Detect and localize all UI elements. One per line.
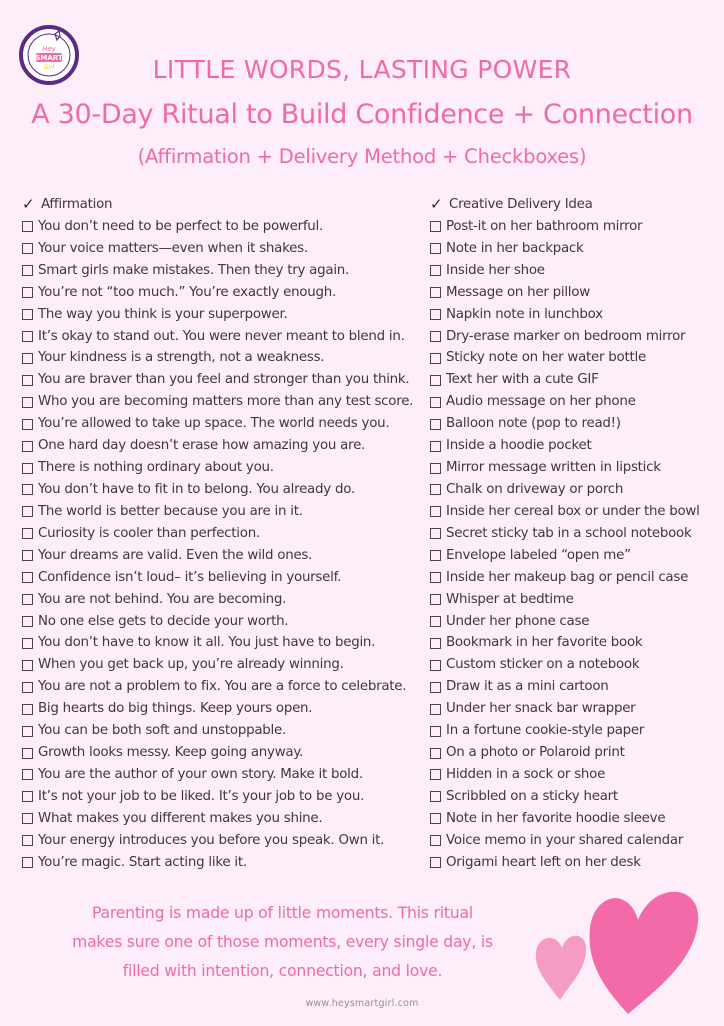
affirmation-item xyxy=(22,216,422,238)
delivery-item xyxy=(430,304,720,326)
checkbox[interactable] xyxy=(22,791,33,802)
delivery-item-text: Mirror message written in lipstick xyxy=(446,460,661,476)
affirmation-item-text: The way you think is your superpower. xyxy=(38,306,288,322)
delivery-item xyxy=(430,830,720,852)
delivery-item-text: Inside her cereal box or under the bowl xyxy=(446,503,700,519)
delivery-item-text: Custom sticker on a notebook xyxy=(446,657,640,673)
checkbox[interactable] xyxy=(430,375,441,386)
affirmation-heading-label: Affirmation xyxy=(41,197,113,212)
checkbox[interactable] xyxy=(22,331,33,342)
page-subtitle: A 30-Day Ritual to Build Confidence + Connection xyxy=(31,99,693,130)
checkbox[interactable] xyxy=(22,748,33,759)
logo-text-smart: SMART xyxy=(35,54,63,62)
delivery-item-text: Inside her makeup bag or pencil case xyxy=(446,569,689,585)
delivery-heading-label: Creative Delivery Idea xyxy=(449,197,593,212)
checkbox[interactable] xyxy=(430,528,441,539)
affirmation-item xyxy=(22,654,422,676)
checkbox[interactable] xyxy=(430,243,441,254)
delivery-item xyxy=(430,567,720,589)
delivery-item-text: Napkin note in lunchbox xyxy=(446,306,603,322)
checkbox[interactable] xyxy=(22,484,33,495)
delivery-item xyxy=(430,589,720,611)
checkbox[interactable] xyxy=(22,594,33,605)
delivery-list xyxy=(430,216,720,874)
affirmation-item-text: What makes you different makes you shine. xyxy=(38,810,323,826)
delivery-item-text: Scribbled on a sticky heart xyxy=(446,788,618,804)
delivery-item xyxy=(430,764,720,786)
checkbox[interactable] xyxy=(430,616,441,627)
checkbox[interactable] xyxy=(430,287,441,298)
checkbox[interactable] xyxy=(430,221,441,232)
affirmation-item-text: One hard day doesn’t erase how amazing you are. xyxy=(38,438,366,454)
affirmation-item-text: Your kindness is a strength, not a weakness. xyxy=(38,350,325,366)
delivery-item-text: Origami heart left on her desk xyxy=(446,854,641,870)
delivery-item xyxy=(430,435,720,457)
affirmation-item xyxy=(22,632,422,654)
affirmation-item xyxy=(22,523,422,545)
closing-line-2: makes sure one of those moments, every single day, is xyxy=(72,933,493,951)
affirmation-item-text: Who you are becoming matters more than any test score. xyxy=(38,394,414,410)
delivery-item-text: Draw it as a mini cartoon xyxy=(446,679,609,695)
affirmation-item-text: You don’t have to know it all. You just have to begin. xyxy=(38,635,376,651)
large-heart-icon xyxy=(589,892,698,1014)
checkmark-icon: ✓ xyxy=(22,195,35,213)
affirmation-item xyxy=(22,589,422,611)
checkbox[interactable] xyxy=(430,397,441,408)
affirmation-item xyxy=(22,742,422,764)
delivery-item xyxy=(430,852,720,874)
checkbox[interactable] xyxy=(430,265,441,276)
affirmation-item-text: You are not a problem to fix. You are a force to celebrate. xyxy=(38,679,407,695)
checkbox[interactable] xyxy=(430,550,441,561)
delivery-item xyxy=(430,742,720,764)
delivery-item-text: Chalk on driveway or porch xyxy=(446,481,624,497)
affirmation-item-text: You’re allowed to take up space. The world needs you. xyxy=(38,416,390,432)
affirmation-item xyxy=(22,326,422,348)
checkbox[interactable] xyxy=(22,221,33,232)
affirmation-item xyxy=(22,457,422,479)
footer-url: www.heysmartgirl.com xyxy=(305,998,419,1009)
checkbox[interactable] xyxy=(22,769,33,780)
checkbox[interactable] xyxy=(22,704,33,715)
delivery-item xyxy=(430,479,720,501)
affirmation-list xyxy=(22,216,422,874)
checkbox[interactable] xyxy=(430,309,441,320)
checkbox[interactable] xyxy=(22,660,33,671)
delivery-heading xyxy=(430,194,720,216)
checkbox[interactable] xyxy=(430,769,441,780)
affirmation-item xyxy=(22,567,422,589)
delivery-item xyxy=(430,326,720,348)
delivery-item-text: In a fortune cookie-style paper xyxy=(446,723,645,739)
checkbox[interactable] xyxy=(430,748,441,759)
delivery-item xyxy=(430,786,720,808)
delivery-item-text: Under her snack bar wrapper xyxy=(446,701,636,717)
page-title: LITTLE WORDS, LASTING POWER xyxy=(152,55,572,84)
delivery-item-text: Note in her favorite hoodie sleeve xyxy=(446,810,666,826)
affirmation-item-text: You’re magic. Start acting like it. xyxy=(38,854,247,870)
delivery-item xyxy=(430,347,720,369)
affirmation-item xyxy=(22,304,422,326)
affirmation-item xyxy=(22,676,422,698)
delivery-item-text: Bookmark in her favorite book xyxy=(446,635,643,651)
affirmation-item-text: Curiosity is cooler than perfection. xyxy=(38,525,260,541)
checkbox[interactable] xyxy=(22,638,33,649)
checkbox[interactable] xyxy=(430,835,441,846)
delivery-item-text: Secret sticky tab in a school notebook xyxy=(446,525,692,541)
affirmation-item xyxy=(22,830,422,852)
affirmation-item-text: It’s okay to stand out. You were never meant to blend in. xyxy=(38,328,405,344)
checkbox[interactable] xyxy=(22,309,33,320)
delivery-item-text: Inside a hoodie pocket xyxy=(446,438,592,454)
delivery-item-text: Envelope labeled “open me” xyxy=(446,547,631,563)
delivery-item xyxy=(430,457,720,479)
checkbox[interactable] xyxy=(430,441,441,452)
delivery-item-text: Note in her backpack xyxy=(446,240,584,256)
checkbox[interactable] xyxy=(22,528,33,539)
delivery-item xyxy=(430,523,720,545)
affirmation-item xyxy=(22,611,422,633)
affirmation-item-text: Smart girls make mistakes. Then they try again. xyxy=(38,262,350,278)
delivery-item-text: Sticky note on her water bottle xyxy=(446,350,646,366)
affirmation-item-text: You are braver than you feel and stronger than you think. xyxy=(38,372,410,388)
affirmation-item xyxy=(22,808,422,830)
checkbox[interactable] xyxy=(22,506,33,517)
affirmation-item-text: Confidence isn’t loud– it’s believing in yourself. xyxy=(38,569,342,585)
affirmation-item-text: Big hearts do big things. Keep yours open. xyxy=(38,701,313,717)
checkbox[interactable] xyxy=(22,682,33,693)
affirmation-item xyxy=(22,238,422,260)
affirmation-item xyxy=(22,852,422,874)
checkbox[interactable] xyxy=(22,243,33,254)
checkbox[interactable] xyxy=(22,857,33,868)
delivery-item-text: Audio message on her phone xyxy=(446,394,636,410)
checkbox[interactable] xyxy=(22,287,33,298)
delivery-item xyxy=(430,632,720,654)
delivery-item xyxy=(430,808,720,830)
checkbox[interactable] xyxy=(22,813,33,824)
delivery-item xyxy=(430,260,720,282)
delivery-item xyxy=(430,611,720,633)
delivery-item xyxy=(430,501,720,523)
affirmation-item xyxy=(22,786,422,808)
delivery-item-text: Inside her shoe xyxy=(446,262,545,278)
delivery-item-text: Hidden in a sock or shoe xyxy=(446,766,606,782)
checkbox[interactable] xyxy=(430,594,441,605)
delivery-item-text: On a photo or Polaroid print xyxy=(446,745,625,761)
checkbox[interactable] xyxy=(430,682,441,693)
affirmation-item-text: There is nothing ordinary about you. xyxy=(38,460,274,476)
checkbox[interactable] xyxy=(22,726,33,737)
delivery-item-text: Post-it on her bathroom mirror xyxy=(446,218,643,234)
checkbox[interactable] xyxy=(430,813,441,824)
checkbox[interactable] xyxy=(430,638,441,649)
checkbox[interactable] xyxy=(430,857,441,868)
checkbox[interactable] xyxy=(430,726,441,737)
affirmation-item-text: You are the author of your own story. Make it bold. xyxy=(38,766,363,782)
closing-message xyxy=(40,899,525,986)
delivery-column xyxy=(430,194,720,874)
affirmation-item xyxy=(22,413,422,435)
delivery-item-text: Message on her pillow xyxy=(446,284,590,300)
affirmation-item xyxy=(22,347,422,369)
affirmation-item-text: You don’t have to fit in to belong. You already do. xyxy=(38,481,355,497)
delivery-item xyxy=(430,391,720,413)
delivery-item-text: Dry-erase marker on bedroom mirror xyxy=(446,328,686,344)
checkbox[interactable] xyxy=(430,353,441,364)
affirmation-item xyxy=(22,479,422,501)
delivery-item-text: Voice memo in your shared calendar xyxy=(446,832,684,848)
delivery-item-text: Under her phone case xyxy=(446,613,590,629)
delivery-item xyxy=(430,216,720,238)
affirmation-item xyxy=(22,501,422,523)
affirmation-item-text: Your energy introduces you before you speak. Own it. xyxy=(38,832,385,848)
page-note: (Affirmation + Delivery Method + Checkboxes) xyxy=(137,145,587,168)
checkbox[interactable] xyxy=(430,791,441,802)
closing-line-1: Parenting is made up of little moments. This ritual xyxy=(92,904,473,922)
checkbox[interactable] xyxy=(430,572,441,583)
checkbox[interactable] xyxy=(430,506,441,517)
delivery-item xyxy=(430,282,720,304)
small-heart-icon xyxy=(536,936,586,1000)
logo-text-girl: Girl xyxy=(43,64,55,71)
affirmation-item-text: It’s not your job to be liked. It’s your job to be you. xyxy=(38,788,365,804)
delivery-item-text: Whisper at bedtime xyxy=(446,591,574,607)
affirmation-item-text: You are not behind. You are becoming. xyxy=(38,591,287,607)
affirmation-item xyxy=(22,391,422,413)
delivery-item xyxy=(430,238,720,260)
checkbox[interactable] xyxy=(430,419,441,430)
affirmation-item xyxy=(22,369,422,391)
affirmation-item xyxy=(22,545,422,567)
affirmation-item-text: Your voice matters—even when it shakes. xyxy=(38,240,308,256)
checkbox[interactable] xyxy=(22,419,33,430)
delivery-item xyxy=(430,698,720,720)
affirmation-item xyxy=(22,720,422,742)
checkbox[interactable] xyxy=(22,375,33,386)
delivery-item xyxy=(430,654,720,676)
checkbox[interactable] xyxy=(22,397,33,408)
affirmation-item-text: No one else gets to decide your worth. xyxy=(38,613,289,629)
affirmation-item-text: Growth looks messy. Keep going anyway. xyxy=(38,745,304,761)
delivery-item xyxy=(430,545,720,567)
affirmation-item xyxy=(22,260,422,282)
checkbox[interactable] xyxy=(22,463,33,474)
affirmation-heading xyxy=(22,194,422,216)
checkbox[interactable] xyxy=(430,704,441,715)
affirmation-item-text: You don’t need to be perfect to be powerful. xyxy=(38,218,324,234)
checkbox[interactable] xyxy=(430,660,441,671)
affirmation-item xyxy=(22,698,422,720)
affirmation-item-text: When you get back up, you’re already winning. xyxy=(38,657,344,673)
checkbox[interactable] xyxy=(22,353,33,364)
closing-line-3: filled with intention, connection, and love. xyxy=(122,962,443,980)
checkbox[interactable] xyxy=(22,441,33,452)
delivery-item xyxy=(430,720,720,742)
checkbox[interactable] xyxy=(430,463,441,474)
checkbox[interactable] xyxy=(22,265,33,276)
checkbox[interactable] xyxy=(430,484,441,495)
delivery-item-text: Text her with a cute GIF xyxy=(446,372,599,388)
affirmation-item-text: Your dreams are valid. Even the wild ones. xyxy=(38,547,313,563)
affirmation-item xyxy=(22,282,422,304)
affirmation-item-text: The world is better because you are in it. xyxy=(38,503,303,519)
delivery-item xyxy=(430,676,720,698)
delivery-item xyxy=(430,369,720,391)
checkbox[interactable] xyxy=(22,616,33,627)
checkbox[interactable] xyxy=(22,835,33,846)
affirmation-item-text: You’re not “too much.” You’re exactly enough. xyxy=(38,284,336,300)
checkbox[interactable] xyxy=(430,331,441,342)
delivery-item xyxy=(430,413,720,435)
checkmark-icon: ✓ xyxy=(430,195,443,213)
affirmation-item xyxy=(22,435,422,457)
delivery-item-text: Balloon note (pop to read!) xyxy=(446,416,621,432)
affirmation-item-text: You can be both soft and unstoppable. xyxy=(38,723,286,739)
checkbox[interactable] xyxy=(22,572,33,583)
affirmation-item xyxy=(22,764,422,786)
checkbox[interactable] xyxy=(22,550,33,561)
affirmation-column xyxy=(22,194,422,874)
logo-text-hey: Hey xyxy=(42,45,56,53)
